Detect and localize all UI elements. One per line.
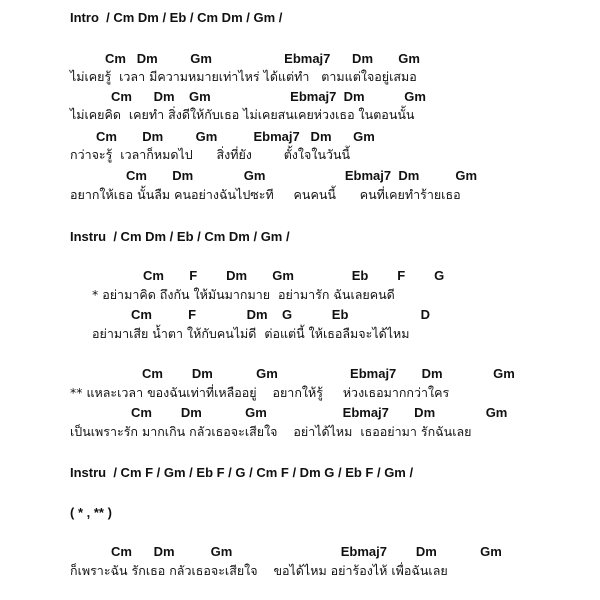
- verse1-chord-line-4: Cm Dm Gm Ebmaj7 Dm Gm: [126, 168, 478, 183]
- chorus1-lyric-line-2: อย่ามาเสีย น้ำตา ให้กับคนไม่ดี ต่อแต่นี้ ให้เธอลืมจะได้ไหม: [92, 326, 410, 341]
- repeat-marker: ( * , ** ): [70, 505, 112, 520]
- chorus2-chord-line-2: Cm Dm Gm Ebmaj7 Dm Gm: [131, 405, 508, 420]
- verse1-lyric-line-1: ไม่เคยรู้ เวลา มีความหมายเท่าไหร่ ได้แต่ทำ ตามแต่ใจอยู่เสมอ: [70, 69, 417, 84]
- outro-lyric-line-1: ก็เพราะฉัน รักเธอ กลัวเธอจะเสียใจ ขอได้ไหม อย่าร้องไห้ เพื่อฉันเลย: [70, 563, 448, 578]
- verse1-lyric-line-2: ไม่เคยคิด เคยทำ สิ่งดีให้กับเธอ ไม่เคยสนเคยห่วงเธอ ในตอนนั้น: [70, 107, 415, 122]
- chorus1-chord-line-2: Cm F Dm G Eb D: [131, 307, 431, 322]
- verse1-chord-line-2: Cm Dm Gm Ebmaj7 Dm Gm: [111, 89, 426, 104]
- verse1-lyric-line-3: กว่าจะรู้ เวลาก็หมดไป สิ่งที่ยัง ตั้งใจในวันนี้: [70, 147, 351, 162]
- chorus1-chord-line-1: Cm F Dm Gm Eb F G: [143, 268, 445, 283]
- chorus2-chord-line-1: Cm Dm Gm Ebmaj7 Dm Gm: [142, 366, 515, 381]
- verse1-chord-line-3: Cm Dm Gm Ebmaj7 Dm Gm: [96, 129, 375, 144]
- verse1-lyric-line-4: อยากให้เธอ นั้นลืม คนอย่างฉันไปซะที คนคนนี้ คนที่เคยทำร้ายเธอ: [70, 187, 461, 202]
- chorus2-lyric-line-1: ** แหละเวลา ของฉันเท่าที่เหลืออยู่ อยากให้รู้ ห่วงเธอมากกว่าใคร: [70, 385, 450, 400]
- outro-chord-line-1: Cm Dm Gm Ebmaj7 Dm Gm: [111, 544, 502, 559]
- verse1-chord-line-1: Cm Dm Gm Ebmaj7 Dm Gm: [105, 51, 420, 66]
- instru-line-1: Instru / Cm Dm / Eb / Cm Dm / Gm /: [70, 229, 290, 244]
- intro-line: Intro / Cm Dm / Eb / Cm Dm / Gm /: [70, 10, 283, 25]
- instru-line-2: Instru / Cm F / Gm / Eb F / G / Cm F / Dm G / Eb F / Gm /: [70, 465, 414, 480]
- chorus1-lyric-line-1: * อย่ามาคิด ถึงกัน ให้มันมากมาย อย่ามารัก ฉันเลยคนดี: [92, 287, 395, 302]
- chorus2-lyric-line-2: เป็นเพราะรัก มากเกิน กลัวเธอจะเสียใจ อย่าได้ไหม เธออย่ามา รักฉันเลย: [70, 424, 472, 439]
